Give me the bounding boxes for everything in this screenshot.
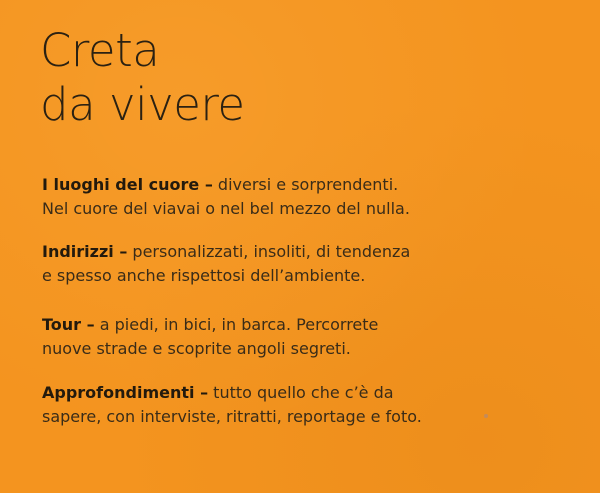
section-line xyxy=(42,381,582,405)
title-line-1: Creta xyxy=(40,24,160,77)
section-indirizzi xyxy=(42,240,582,288)
section-heading: Indirizzi – xyxy=(42,242,128,261)
section-text: personalizzati, insoliti, di tendenza xyxy=(127,242,411,261)
section-text: Nel cuore del viavai o nel bel mezzo del nulla. xyxy=(42,199,410,218)
section-text: a piedi, in bici, in barca. Percorrete xyxy=(94,315,379,334)
page-title xyxy=(40,24,245,132)
section-text: nuove strade e scoprite angoli segreti. xyxy=(42,339,351,358)
title-line-2: da vivere xyxy=(40,78,245,131)
section-line xyxy=(42,240,582,264)
section-approfondimenti xyxy=(42,381,582,429)
section-heading: I luoghi del cuore – xyxy=(42,175,213,194)
section-text: diversi e sorprendenti. xyxy=(212,175,399,194)
section-line xyxy=(42,313,582,337)
section-text: sapere, con interviste, ritratti, reportage e foto. xyxy=(42,407,422,426)
section-luoghi-del-cuore xyxy=(42,173,582,221)
section-tour xyxy=(42,313,582,361)
section-heading: Approfondimenti – xyxy=(42,383,209,402)
paper-speck xyxy=(484,414,488,418)
section-text: e spesso anche rispettosi dell’ambiente. xyxy=(42,266,366,285)
section-text: tutto quello che c’è da xyxy=(208,383,394,402)
section-heading: Tour – xyxy=(42,315,95,334)
section-line xyxy=(42,173,582,197)
